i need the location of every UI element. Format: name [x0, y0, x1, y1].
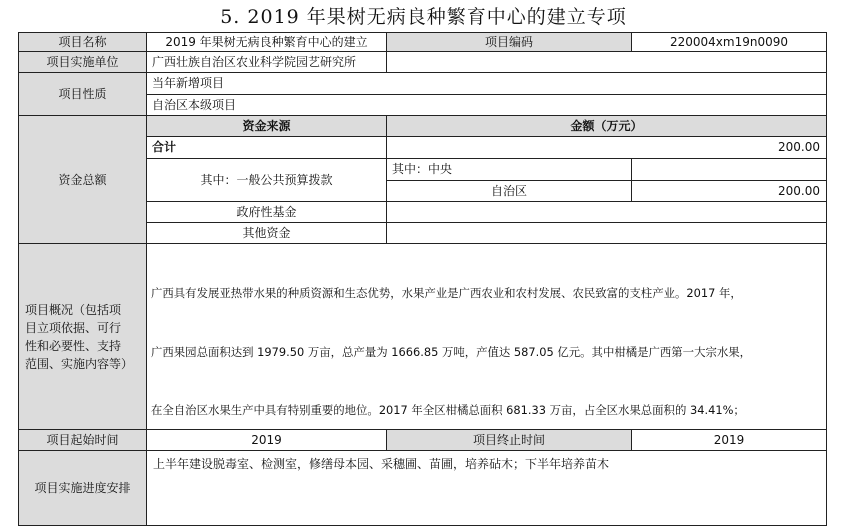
- project-name-value: 2019 年果树无病良种繁育中心的建立: [165, 35, 368, 49]
- start-time-label: 项目起始时间: [19, 430, 146, 450]
- schedule-label: 项目实施进度安排: [19, 451, 146, 525]
- end-time-label: 项目终止时间: [387, 430, 631, 450]
- overview-label: [19, 244, 146, 429]
- schedule-value: 上半年建设脱毒室、检测室，修缮母本园、采穗圃、苗圃，培养砧木；下半年培养苗木: [153, 457, 610, 471]
- implementing-unit-label: 项目实施单位: [19, 52, 146, 72]
- funding-total-amount: 200.00: [778, 140, 820, 154]
- other-fund-amount: [387, 223, 826, 243]
- region-label: 自治区: [490, 184, 527, 198]
- region-amount: 200.00: [778, 184, 820, 198]
- funding-total-row-label: 合计: [152, 140, 177, 154]
- overview-text: [147, 244, 826, 429]
- overview-line-2: 广西果园总面积达到 1979.50 万亩，总产量为 1666.85 万吨，产值达 587.05 亿元。其中柑橘是广西第一大宗水果，: [151, 344, 752, 359]
- general-budget-label: 其中：一般公共预算拨款: [200, 173, 333, 187]
- central-label: 其中：中央: [392, 162, 453, 176]
- implementing-unit-value: 广西壮族自治区农业科学院园艺研究所: [152, 55, 357, 69]
- overview-label-line-1: 项目概况（包括项: [25, 302, 122, 317]
- project-nature-label: 项目性质: [19, 73, 146, 115]
- project-name-label: 项目名称: [19, 33, 146, 51]
- project-code-label: 项目编码: [387, 33, 631, 51]
- funding-source-header: 资金来源: [147, 116, 386, 136]
- project-code-value: 220004xm19n0090: [669, 35, 788, 49]
- overview-label-line-4: 范围、实施内容等）: [25, 356, 134, 371]
- project-table: [18, 32, 827, 526]
- central-amount: [632, 159, 826, 180]
- funding-amount-header: 金额（万元）: [387, 116, 826, 136]
- gov-fund-amount: [387, 202, 826, 222]
- funding-total-label: 资金总额: [19, 116, 146, 243]
- start-time-value: 2019: [251, 433, 282, 447]
- gov-fund-label: 政府性基金: [236, 205, 297, 219]
- overview-line-1: 广西具有发展亚热带水果的种质资源和生态优势，水果产业是广西农业和农村发展、农民致富的支柱产业。2017 年，: [151, 286, 742, 300]
- overview-label-line-3: 性和必要性、支持: [25, 338, 122, 353]
- other-fund-label: 其他资金: [242, 226, 291, 240]
- page-title: 5. 2019 年果树无病良种繁育中心的建立专项: [220, 6, 627, 28]
- overview-label-line-2: 目立项依据、可行: [25, 320, 122, 335]
- project-nature-value-1: 当年新增项目: [152, 76, 225, 90]
- project-nature-value-2: 自治区本级项目: [152, 98, 237, 112]
- overview-line-3: 在全自治区水果生产中具有特别重要的地位。2017 年全区柑橘总面积 681.33 万亩，占全区水果总面积的 34.41%；: [151, 403, 745, 417]
- end-time-value: 2019: [713, 433, 745, 447]
